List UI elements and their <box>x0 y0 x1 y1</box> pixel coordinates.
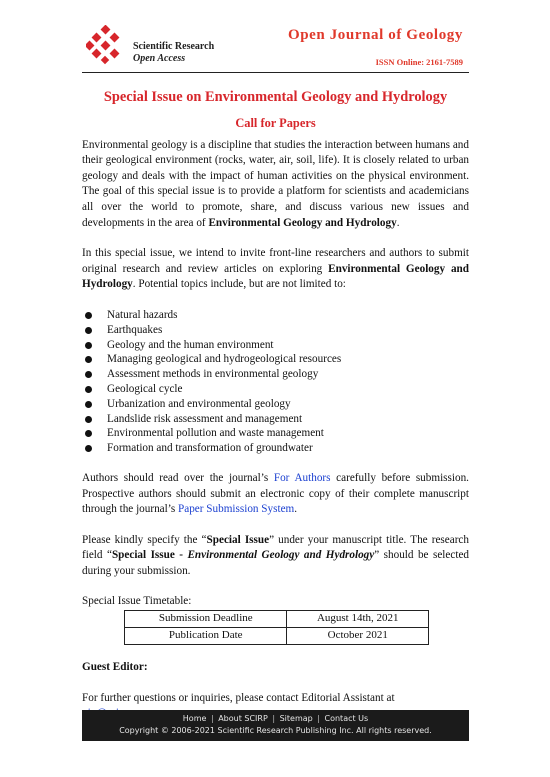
guest-editor-label: Guest Editor: <box>82 661 148 674</box>
list-item: Urbanization and environmental geology <box>82 397 469 412</box>
timetable <box>124 610 429 645</box>
list-item: Formation and transformation of groundwater <box>82 441 469 456</box>
list-item: Natural hazards <box>82 308 469 323</box>
issn-label: ISSN Online: 2161-7589 <box>375 57 463 67</box>
specify-paragraph: Please kindly specify the “Special Issue” under your manuscript title. The research field “Special Issue - Environmental Geology and Hydrology” should be selected during your submission. <box>82 533 470 577</box>
page-footer <box>82 710 469 741</box>
list-item: Environmental pollution and waste management <box>82 426 469 441</box>
table-cell: Submission Deadline <box>125 611 287 628</box>
contact-paragraph: For further questions or inquiries, please contact Editorial Assistant at <box>82 691 469 722</box>
topics-list <box>82 308 469 456</box>
footer-link-about[interactable]: About SCIRP <box>218 714 268 723</box>
bullet-icon <box>85 445 92 452</box>
bullet-icon <box>85 356 92 363</box>
footer-link-contact[interactable]: Contact Us <box>324 714 369 723</box>
bullet-icon <box>85 401 92 408</box>
footer-links: Home | About SCIRP | Sitemap | Contact Us <box>182 714 369 723</box>
bullet-icon <box>85 416 92 423</box>
footer-copyright: Copyright © 2006-2021 Scientific Research Publishing Inc. All rights reserved. <box>119 726 432 735</box>
table-row <box>125 628 429 645</box>
call-for-papers-heading: Call for Papers <box>235 116 316 130</box>
table-cell: August 14th, 2021 <box>287 611 429 628</box>
table-row <box>125 611 429 628</box>
scirp-logo-icon <box>86 25 126 65</box>
bullet-icon <box>85 371 92 378</box>
list-item: Geological cycle <box>82 382 469 397</box>
table-cell: October 2021 <box>287 628 429 645</box>
special-issue-title: Special Issue on Environmental Geology and Hydrology <box>103 89 448 105</box>
header-divider <box>82 72 469 73</box>
bullet-icon <box>85 430 92 437</box>
bullet-icon <box>85 312 92 319</box>
logo-line-2: Open Access <box>133 53 186 64</box>
paper-submission-link[interactable]: Paper Submission System <box>178 503 295 516</box>
logo-text <box>133 41 214 65</box>
table-cell: Publication Date <box>125 628 287 645</box>
bullet-icon <box>85 342 92 349</box>
timetable-label: Special Issue Timetable: <box>82 595 192 608</box>
intro-paragraph: Environmental geology is a discipline that studies the interaction between humans and their geological environment (rocks, water, air, soil, life). It is closely related to urban geology and deals with the impact of human activities on the physical environment. The goal of this special issue is to provide a platform for scientists and academicians all over the world to promote, share, and discuss various new issues and developments in the area of Environmental Geology and Hydrology. <box>82 138 469 229</box>
logo-line-1: Scientific Research <box>133 41 215 52</box>
main-content <box>82 86 469 722</box>
list-item: Earthquakes <box>82 323 469 338</box>
authors-paragraph: Authors should read over the journal’s For Authors carefully before submission. Prospective authors should submit an electronic copy of their complete manuscript through the journal’s Paper Submission System. <box>82 471 469 516</box>
list-item: Landslide risk assessment and management <box>82 412 469 427</box>
footer-link-home[interactable]: Home <box>182 714 207 723</box>
list-item: Geology and the human environment <box>82 338 469 353</box>
invite-paragraph: In this special issue, we intend to invite front-line researchers and authors to submit original research and review articles on exploring Environmental Geology and Hydrology. Potential topics include, but are not limited to: <box>82 247 469 291</box>
footer-link-sitemap[interactable]: Sitemap <box>279 714 313 723</box>
bullet-icon <box>85 327 92 334</box>
journal-title: Open Journal of Geology <box>287 27 463 43</box>
list-item: Managing geological and hydrogeological resources <box>82 352 469 367</box>
bullet-icon <box>85 386 92 393</box>
list-item: Assessment methods in environmental geology <box>82 367 469 382</box>
for-authors-link[interactable]: For Authors <box>273 471 331 484</box>
